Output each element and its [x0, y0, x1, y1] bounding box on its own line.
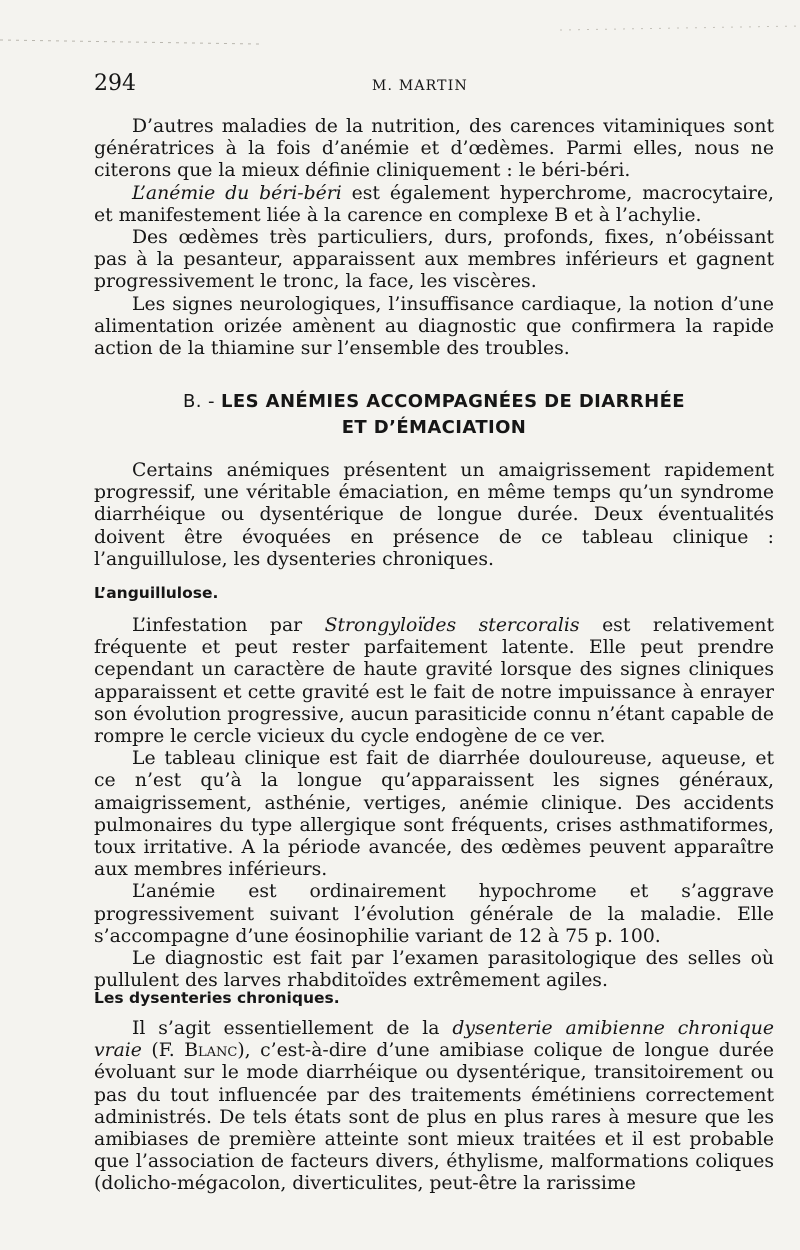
intro-paragraph-4: Les signes neurologiques, l’insuffisance cardiaque, la notion d’une alimentation orizée amènent au diagnostic que confirmera la rapide action de la thiamine sur l’ensemble des troubles.: [94, 293, 774, 360]
dysenteries-heading: Les dysenteries chroniques.: [94, 989, 340, 1007]
anguillulose-paragraph-4: Le diagnostic est fait par l’examen parasitologique des selles où pullulent des larves rhabditoïdes extrêmement agiles.: [94, 948, 774, 992]
section-b-title: [94, 389, 774, 441]
scan-speckle-line: [560, 26, 800, 30]
anguillulose-heading: L’anguillulose.: [94, 584, 219, 602]
section-b-title-line-1: B. - LES ANÉMIES ACCOMPAGNÉES DE DIARRHÉE: [183, 391, 685, 412]
intro-paragraph-3: Des œdèmes très particuliers, durs, profonds, fixes, n’obéissant pas à la pesanteur, apparaissent aux membres inférieurs et gagnent progressivement le tronc, la face, les viscères.: [94, 227, 774, 293]
parasite-name: Strongyloïdes stercoralis: [324, 615, 580, 636]
author-citation: Blanc: [184, 1040, 238, 1062]
scan-speckle-line: [0, 40, 260, 44]
anguillulose-text: [94, 615, 774, 992]
running-head-author: M. MARTIN: [372, 78, 468, 94]
dysenteries-paragraph-1: Il s’agit essentiellement de la dysenterie amibienne chronique vraie (F. Blanc), c’est-à-dire d’une amibiase colique de longue durée évoluant sur le mode diarrhéique ou dysentérique, transitoirement ou pas du tout influencée par des traitements émétiniens correctement administrés. De tels états sont de plus en plus rares à mesure que les amibiases de première atteinte sont mieux traitées et il est probable que l’association de facteurs divers, éthylisme, malformations coliques (dolicho-mégacolon, diverticulites, peut-être la rarissime: [94, 1018, 774, 1195]
dysenteries-text: [94, 1018, 774, 1196]
section-b-paragraph: Certains anémiques présentent un amaigrissement rapidement progressif, une véritable émaciation, en même temps qu’un syndrome diarrhéique ou dysentérique de longue durée. Deux éventualités doivent être évoquées en présence de ce tableau clinique : l’anguillulose, les dysenteries chroniques.: [94, 460, 774, 570]
intro-paragraph-1: D’autres maladies de la nutrition, des carences vitaminiques sont génératrices à la fois d’anémie et d’œdèmes. Parmi elles, nous ne citerons que la mieux définie cliniquement : le béri-béri.: [94, 116, 774, 182]
anguillulose-paragraph-2: Le tableau clinique est fait de diarrhée douloureuse, aqueuse, et ce n’est qu’à la longue qu’apparaissent les signes généraux, amaigrissement, asthénie, vertiges, anémie clinique. Des accidents pulmonaires du type allergique sont fréquents, crises asthmatiformes, toux irritative. A la période avancée, des œdèmes peuvent apparaître aux membres inférieurs.: [94, 748, 774, 881]
beriberi-anemia-term: L’anémie du béri-béri: [132, 182, 342, 204]
intro-text: [94, 116, 774, 360]
intro-paragraph-2: L’anémie du béri-béri est également hyperchrome, macrocytaire, et manifestement liée à la carence en complexe B et à l’achylie.: [94, 182, 774, 226]
section-b-title-line-2: ET D’ÉMACIATION: [341, 417, 527, 438]
section-b-intro: [94, 460, 774, 571]
disease-name: dysenterie amibienne chronique vraie: [94, 1018, 774, 1062]
page-number: 294: [94, 71, 136, 96]
anguillulose-paragraph-3: L’anémie est ordinairement hypochrome et s’aggrave progressivement suivant l’évolution générale de la maladie. Elle s’accompagne d’une éosinophilie variant de 12 à 75 p. 100.: [94, 881, 774, 947]
anguillulose-paragraph-1: L’infestation par Strongyloïdes stercoralis est relativement fréquente et peut rester parfaitement latente. Elle peut prendre cependant un caractère de haute gravité lorsque des signes cliniques apparaissent et cette gravité est le fait de notre impuissance à enrayer son évolution progressive, aucun parasiticide connu n’étant capable de rompre le cercle vicieux du cycle endogène de ce ver.: [94, 615, 774, 748]
scan-edge-artifacts: [0, 0, 800, 60]
